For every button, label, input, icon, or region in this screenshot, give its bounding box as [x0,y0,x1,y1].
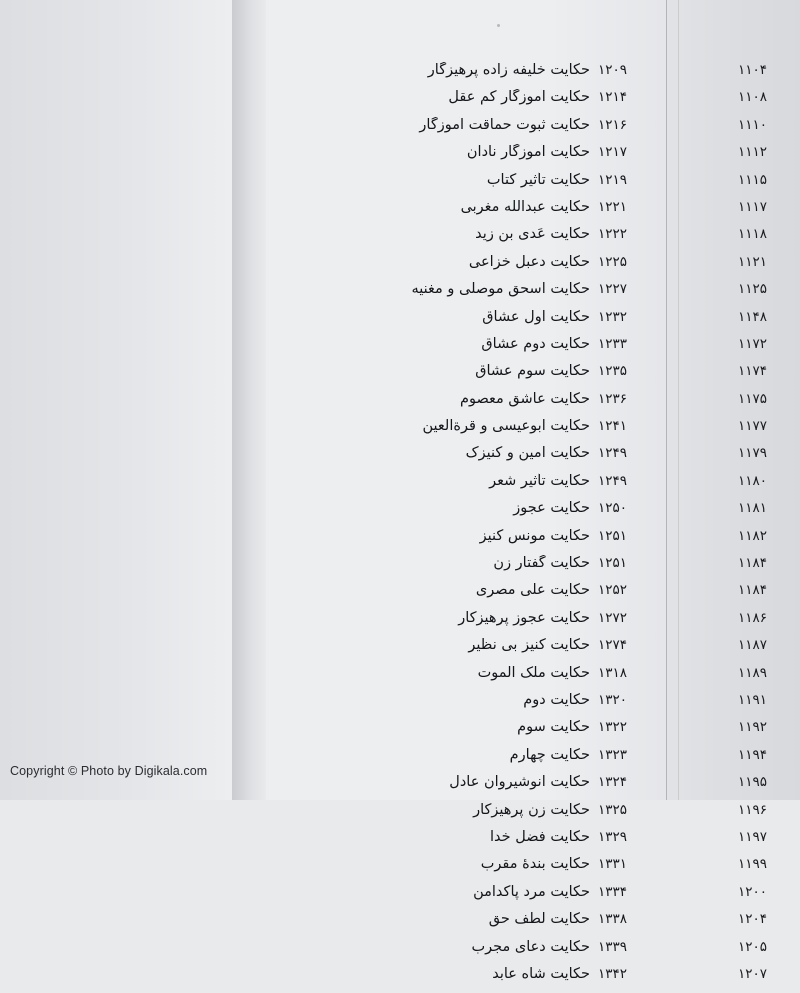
left-page-surface [0,0,232,800]
toc-entry-title: حکایت دعبل خزاعی [468,253,590,270]
toc-cut-page-number: ۱۱۸۴ [738,582,768,599]
toc-cut-page-number: ۱۱۸۷ [738,637,768,654]
toc-row [300,802,652,829]
page-edge-line-secondary [678,0,679,800]
toc-cut-page-number: ۱۲۰۷ [738,965,768,982]
toc-page-number: ۱۲۵۰ [598,500,628,517]
toc-cut-page-number: ۱۲۰۵ [738,938,768,955]
toc-row [300,117,652,144]
toc-cut-page-number: ۱۱۷۴ [738,363,768,380]
toc-cut-page-number: ۱۱۷۲ [738,335,768,352]
toc-row [300,884,652,911]
toc-entry-title: حکایت بندۀ مقرب [480,856,590,873]
toc-cut-page-number: ۱۱۹۱ [738,691,768,708]
toc-page-number: ۱۳۲۹ [598,828,628,845]
toc-entry-title: حکایت ملک الموت [477,664,590,681]
table-of-contents-cut-column [690,62,800,993]
toc-entry-title: حکایت اسحق موصلی و مغنیه [411,281,590,298]
toc-row [300,939,652,966]
toc-page-number: ۱۲۱۷ [598,144,628,161]
toc-cut-page-number: ۱۱۸۰ [738,472,768,489]
toc-entry-title: حکایت مونس کنیز [479,527,590,544]
toc-row [300,363,652,390]
toc-page-number: ۱۲۳۵ [598,363,628,380]
toc-cut-page-number: ۱۱۹۵ [738,774,768,791]
toc-cut-page-number: ۱۱۸۲ [738,527,768,544]
toc-cut-page-number: ۱۱۸۱ [738,500,768,517]
toc-entry-title: حکایت علی مصری [475,582,590,599]
toc-page-number: ۱۲۵۲ [598,582,628,599]
toc-cut-page-number: ۱۱۹۴ [738,746,768,763]
toc-page-number: ۱۲۱۹ [598,171,628,188]
toc-entry-title: حکایت شاه عابد [492,965,590,982]
toc-entry-title: حکایت دعای مجرب [471,938,590,955]
toc-row [300,856,652,883]
toc-entry-title: حکایت زن پرهیزکار [473,801,590,818]
toc-row [300,199,652,226]
toc-row [300,774,652,801]
toc-entry-title: حکایت تأثیر شعر [489,472,590,489]
toc-entry-title: حکایت تأثیر کتاب [486,171,590,188]
toc-row [300,89,652,116]
toc-entry-title: حکایت عجوز پرهیزکار [458,609,590,626]
toc-page-number: ۱۳۳۱ [598,856,628,873]
toc-entry-title: حکایت گفتار زن [493,555,590,572]
toc-cut-page-number: ۱۱۹۲ [738,719,768,736]
toc-page-number: ۱۳۳۴ [598,883,628,900]
toc-page-number: ۱۲۲۷ [598,281,628,298]
toc-cut-page-number: ۱۱۲۱ [738,253,768,270]
toc-entry-title: حکایت سوم [517,719,590,736]
toc-page-number: ۱۲۲۲ [598,226,628,243]
toc-page-number: ۱۳۲۴ [598,774,628,791]
toc-row [300,610,652,637]
toc-cut-page-number: ۱۱۸۴ [738,555,768,572]
toc-page-number: ۱۲۷۴ [598,637,628,654]
toc-row [300,254,652,281]
toc-row [300,911,652,938]
toc-cut-page-number: ۱۱۱۷ [738,198,768,215]
toc-page-number: ۱۳۲۲ [598,719,628,736]
toc-row [300,144,652,171]
book-gutter [232,0,266,800]
toc-entry-title: حکایت آموزگار نادان [466,144,590,161]
toc-row [300,637,652,664]
toc-row [300,473,652,500]
toc-page-number: ۱۳۱۸ [598,664,628,681]
toc-entry-title: حکایت عَدی بن زید [475,226,590,243]
toc-cut-page-number: ۱۱۱۲ [738,144,768,161]
toc-row [300,665,652,692]
page-edge-line [666,0,667,800]
toc-page-number: ۱۲۳۶ [598,390,628,407]
toc-cut-page-number: ۱۲۰۴ [738,911,768,928]
toc-page-number: ۱۲۲۱ [598,198,628,215]
toc-page-number: ۱۲۵۱ [598,555,628,572]
toc-page-number: ۱۲۴۹ [598,445,628,462]
toc-page-number: ۱۲۴۱ [598,418,628,435]
toc-entry-title: حکایت لطف حق [488,911,590,928]
copyright-text: Copyright © Photo by Digikala.com [10,764,208,778]
toc-page-number: ۱۲۱۶ [598,116,628,133]
toc-entry-title: حکایت ثبوت حماقت آموزگار [419,116,590,133]
toc-page-number: ۱۳۲۵ [598,801,628,818]
toc-page-number: ۱۲۲۵ [598,253,628,270]
toc-page-number: ۱۳۳۸ [598,911,628,928]
table-of-contents [300,62,652,993]
toc-row [300,418,652,445]
toc-row [300,966,652,993]
toc-row [300,309,652,336]
toc-entry-title: حکایت چهارم [509,746,590,763]
toc-row [300,336,652,363]
toc-entry-title: حکایت عاشق معصوم [460,390,590,407]
toc-page-number: ۱۳۳۹ [598,938,628,955]
toc-page-number: ۱۲۴۹ [598,472,628,489]
toc-entry-title: حکایت اول عشاق [482,308,590,325]
toc-cut-page-number: ۱۱۷۵ [738,390,768,407]
toc-row [300,555,652,582]
toc-page-number: ۱۲۷۲ [598,609,628,626]
toc-page-number: ۱۲۰۹ [598,62,628,78]
toc-entry-title: حکایت آموزگار کم عقل [448,89,590,106]
toc-row [300,62,652,89]
toc-entry-title: حکایت فضل خدا [490,828,590,845]
copyright-watermark [10,764,207,778]
toc-entry-title: حکایت دوم عشاق [481,335,590,352]
toc-row [300,528,652,555]
toc-entry-title: حکایت سوم عشاق [475,363,590,380]
toc-cut-page-number: ۱۱۹۹ [738,856,768,873]
toc-page-number: ۱۳۲۰ [598,691,628,708]
toc-cut-page-number: ۱۱۰۸ [738,89,768,106]
toc-cut-page-number: ۱۲۰۰ [738,883,768,900]
toc-cut-page-number: ۱۱۹۶ [738,801,768,818]
toc-row [300,747,652,774]
toc-row [300,281,652,308]
toc-row [300,719,652,746]
toc-entry-title: حکایت مرد پاکدامن [473,883,590,900]
toc-cut-page-number: ۱۱۸۶ [738,609,768,626]
toc-entry-title: حکایت عبدالله مغربی [460,198,590,215]
toc-cut-page-number: ۱۱۴۸ [738,308,768,325]
toc-page-number: ۱۲۳۳ [598,335,628,352]
paper-speck [497,24,500,27]
toc-row [300,172,652,199]
toc-cut-page-number: ۱۱۰۴ [738,62,768,78]
toc-cut-page-number: ۱۱۱۸ [738,226,768,243]
toc-page-number: ۱۳۴۲ [598,965,628,982]
toc-cut-page-number: ۱۱۲۵ [738,281,768,298]
toc-entry-title: حکایت ابوعیسی و قرةالعین [422,418,590,435]
toc-cut-page-number: ۱۱۱۰ [738,116,768,133]
toc-entry-title: حکایت انوشیروان عادل [449,774,590,791]
toc-cut-page-number: ۱۱۱۵ [738,171,768,188]
toc-row [300,500,652,527]
toc-page-number: ۱۲۳۲ [598,308,628,325]
toc-row [300,445,652,472]
toc-page-number: ۱۲۵۱ [598,527,628,544]
toc-cut-page-number: ۱۱۷۹ [738,445,768,462]
toc-entry-title: حکایت خلیفه زاده پرهیزگار [427,62,590,78]
toc-row [300,226,652,253]
toc-page-number: ۱۳۲۳ [598,746,628,763]
toc-cut-page-number: ۱۱۷۷ [738,418,768,435]
toc-row [300,829,652,856]
toc-entry-title: حکایت دوم [523,691,590,708]
toc-row [300,582,652,609]
toc-cut-page-number: ۱۱۸۹ [738,664,768,681]
toc-page-number: ۱۲۱۴ [598,89,628,106]
toc-row [300,391,652,418]
toc-cut-page-number: ۱۱۹۷ [738,828,768,845]
toc-entry-title: حکایت عجوز [513,500,590,517]
toc-entry-title: حکایت کنیز بی نظیر [468,637,590,654]
toc-entry-title: حکایت امین و کنیزک [465,445,590,462]
toc-row [300,692,652,719]
